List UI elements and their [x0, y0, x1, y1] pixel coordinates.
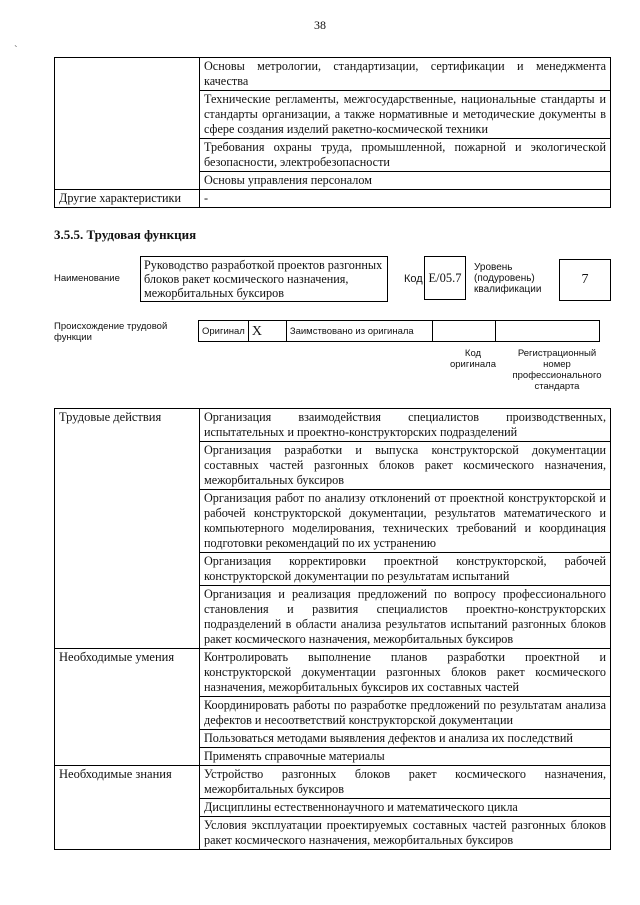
level-label: Уровень (подуровень) квалификации — [474, 262, 542, 295]
table-cell-empty — [55, 58, 200, 190]
table-cell: Организация корректировки проектной конструкторской, рабочей конструкторской документации по результатам испытаний — [200, 553, 611, 586]
origin-label: Происхождение трудовой функции — [54, 321, 168, 343]
table-row — [55, 190, 611, 208]
table-cell: Организация взаимодействия специалистов производственных, испытательных и проектно-конструкторских подразделений — [200, 409, 611, 442]
table-cell: Пользоваться методами выявления дефектов и анализа их последствий — [200, 730, 611, 748]
level-value-box: 7 — [559, 259, 611, 301]
table-cell: Условия эксплуатации проектируемых составных частей разгонных блоков ракет космического назначения, межорбитальных буксиров — [200, 817, 611, 850]
registration-caption: Регистрационный номер профессионального стандарта — [512, 348, 602, 392]
code-caption: Код оригинала — [449, 348, 496, 370]
table-row — [55, 58, 611, 91]
margin-mark: ` — [14, 44, 18, 56]
table-cell: Дисциплины естественнонаучного и математического цикла — [200, 799, 611, 817]
function-details-table — [54, 408, 611, 850]
function-code-box: E/05.7 — [424, 256, 466, 300]
table-row — [55, 409, 611, 442]
table-cell: Организация работ по анализу отклонений от проектной конструкторской и рабочей конструкторской документации, результатов математического и компьютерного моделирования, технических требований и координация подготовки рекомендаций по их устранению — [200, 490, 611, 553]
table-cell: Координировать работы по разработке предложений по результатам анализа дефектов и несоответствий конструкторской документации — [200, 697, 611, 730]
name-label: Наименование — [54, 273, 120, 284]
table-cell: Устройство разгонных блоков ракет космического назначения, межорбитальных буксиров — [200, 766, 611, 799]
row-label: Другие характеристики — [55, 190, 200, 208]
group-label-skills: Необходимые умения — [55, 649, 200, 766]
table-cell: Технические регламенты, межгосударственные, национальные стандарты и стандарты организации, а также нормативные и методические документы в сфере создания изделий ракетно-космической техники — [200, 91, 611, 139]
table-row — [55, 649, 611, 697]
table-cell: Основы управления персоналом — [200, 172, 611, 190]
table-cell: Требования охраны труда, промышленной, пожарной и экологической безопасности, электробезопасности — [200, 139, 611, 172]
section-title: 3.5.5. Трудовая функция — [54, 227, 197, 242]
table-row — [55, 766, 611, 799]
page-number: 38 — [314, 18, 326, 32]
table-cell: Основы метрологии, стандартизации, сертификации и менеджмента качества — [200, 58, 611, 91]
original-mark: X — [248, 321, 286, 342]
group-label-knowledge: Необходимые знания — [55, 766, 200, 850]
table-cell: Организация разработки и выпуска конструкторской документации составных частей разгонных блоков ракет космического назначения, межорбитальных буксиров — [200, 442, 611, 490]
original-label: Оригинал — [199, 321, 249, 342]
table-cell: - — [200, 190, 611, 208]
registration-number-cell — [495, 321, 599, 342]
group-label-actions: Трудовые действия — [55, 409, 200, 649]
original-code-cell — [432, 321, 495, 342]
table-cell: Применять справочные материалы — [200, 748, 611, 766]
table-cell: Организация и реализация предложений по вопросу профессионального становления и развития специалистов проектно-конструкторских подразделений в области анализа результатов испытаний разгонных блоков ракет космического назначения, межорбитальных буксиров — [200, 586, 611, 649]
continuation-table — [54, 57, 611, 208]
table-cell: Контролировать выполнение планов разработки проектной и конструкторской документации разгонных блоков ракет космического назначения, межорбитальных буксиров их составных частей — [200, 649, 611, 697]
origin-table — [198, 320, 600, 342]
function-name-box: Руководство разработкой проектов разгонных блоков ракет космического назначения, межорбитальных буксиров — [140, 256, 388, 302]
code-label: Код — [404, 273, 423, 285]
borrowed-label: Заимствовано из оригинала — [286, 321, 432, 342]
